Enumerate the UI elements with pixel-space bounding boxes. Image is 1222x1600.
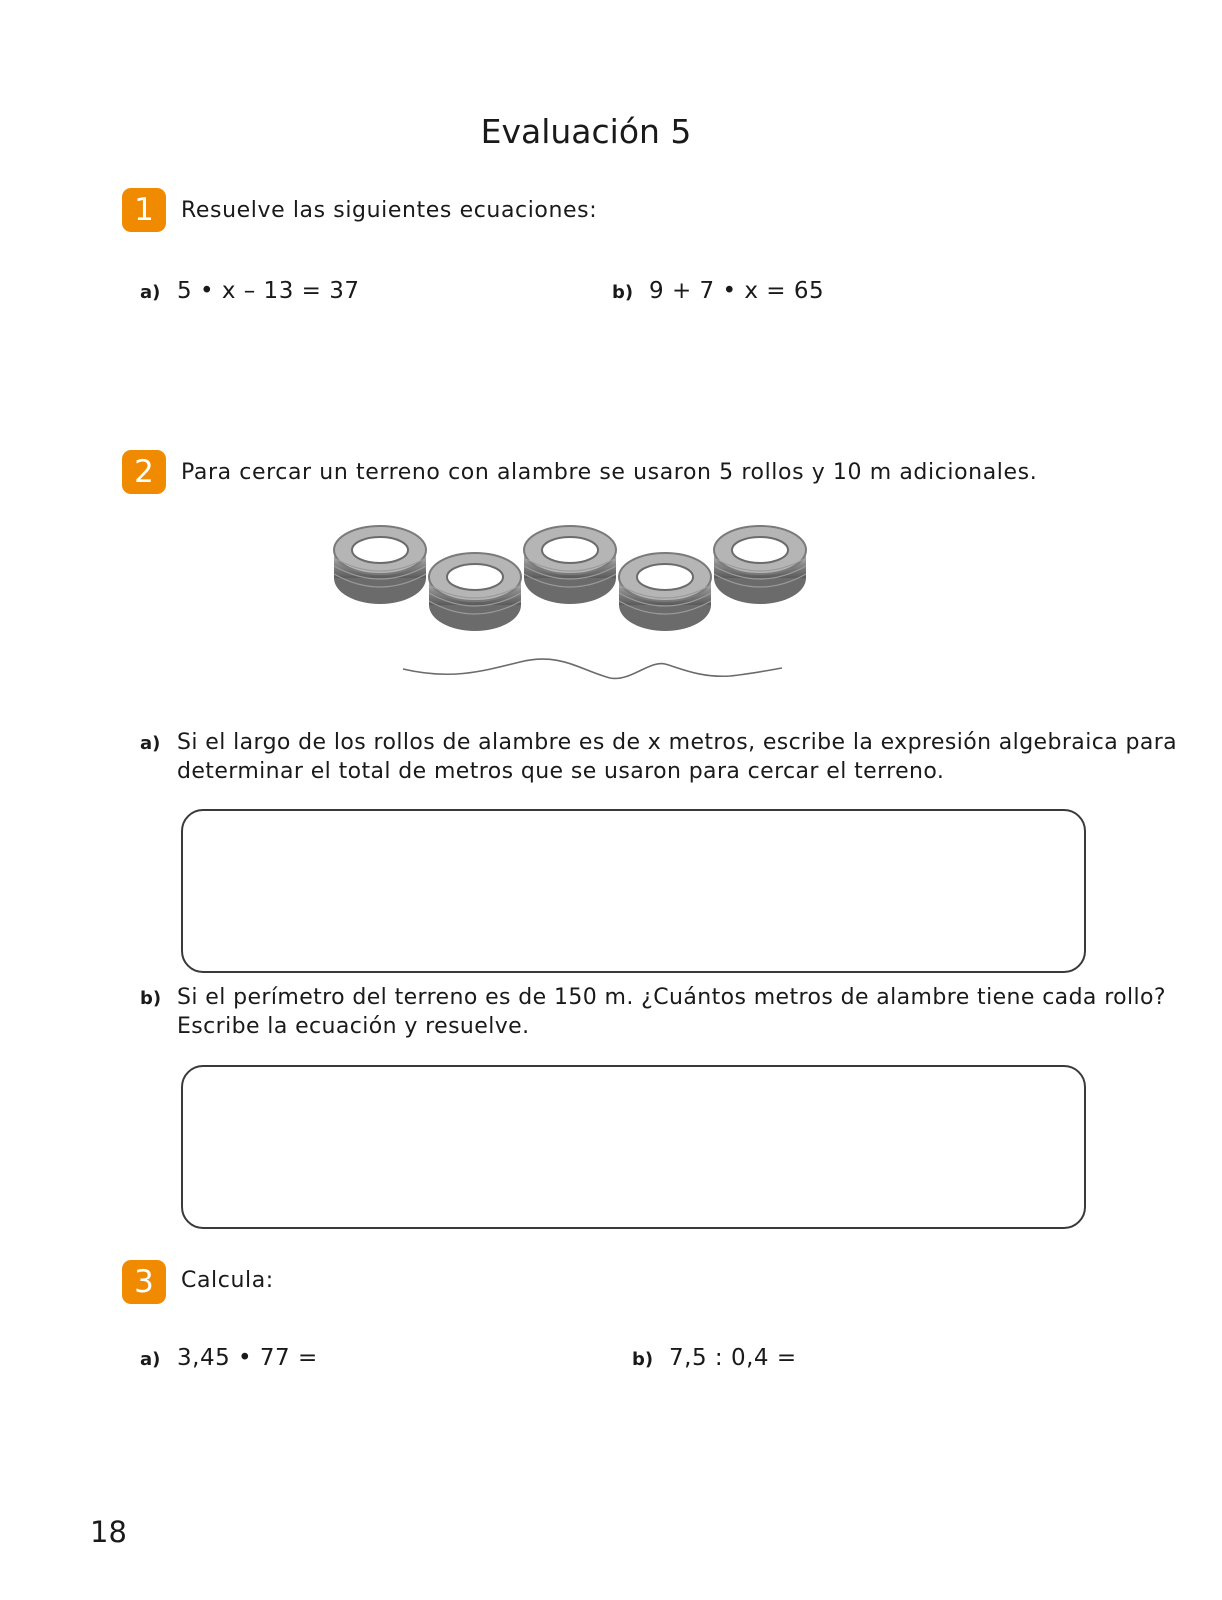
item-label: b) [140,988,162,1009]
item-label: a) [140,1349,161,1370]
page-number: 18 [90,1515,127,1549]
question-text-line: Si el largo de los rollos de alambre es de x metros, escribe la expresión algebraica para [177,730,1178,755]
page-title: Evaluación 5 [480,112,692,151]
equation-expression: 9 + 7 • x = 65 [649,278,825,304]
calculation-expression: 3,45 • 77 = [177,1345,318,1371]
equation-expression: 5 • x – 13 = 37 [177,278,360,304]
answer-box[interactable] [181,1065,1086,1229]
exercise-statement: Para cercar un terreno con alambre se usaron 5 rollos y 10 m adicionales. [181,460,1038,485]
calculation-expression: 7,5 : 0,4 = [669,1345,797,1371]
question-text-line: Si el perímetro del terreno es de 150 m. ¿Cuántos metros de alambre tiene cada rollo? [177,985,1166,1010]
item-label: a) [140,733,161,754]
answer-box[interactable] [181,809,1086,973]
exercise-statement: Resuelve las siguientes ecuaciones: [181,198,598,223]
wire-coils-icon [330,520,830,700]
exercise-number-badge: 1 [122,188,166,232]
item-label: a) [140,282,161,303]
question-text-line: Escribe la ecuación y resuelve. [177,1014,530,1039]
exercise-number-badge: 3 [122,1260,166,1304]
item-label: b) [612,282,634,303]
question-text-line: determinar el total de metros que se usaron para cercar el terreno. [177,759,945,784]
exercise-statement: Calcula: [181,1268,274,1293]
exercise-number-badge: 2 [122,450,166,494]
item-label: b) [632,1349,654,1370]
